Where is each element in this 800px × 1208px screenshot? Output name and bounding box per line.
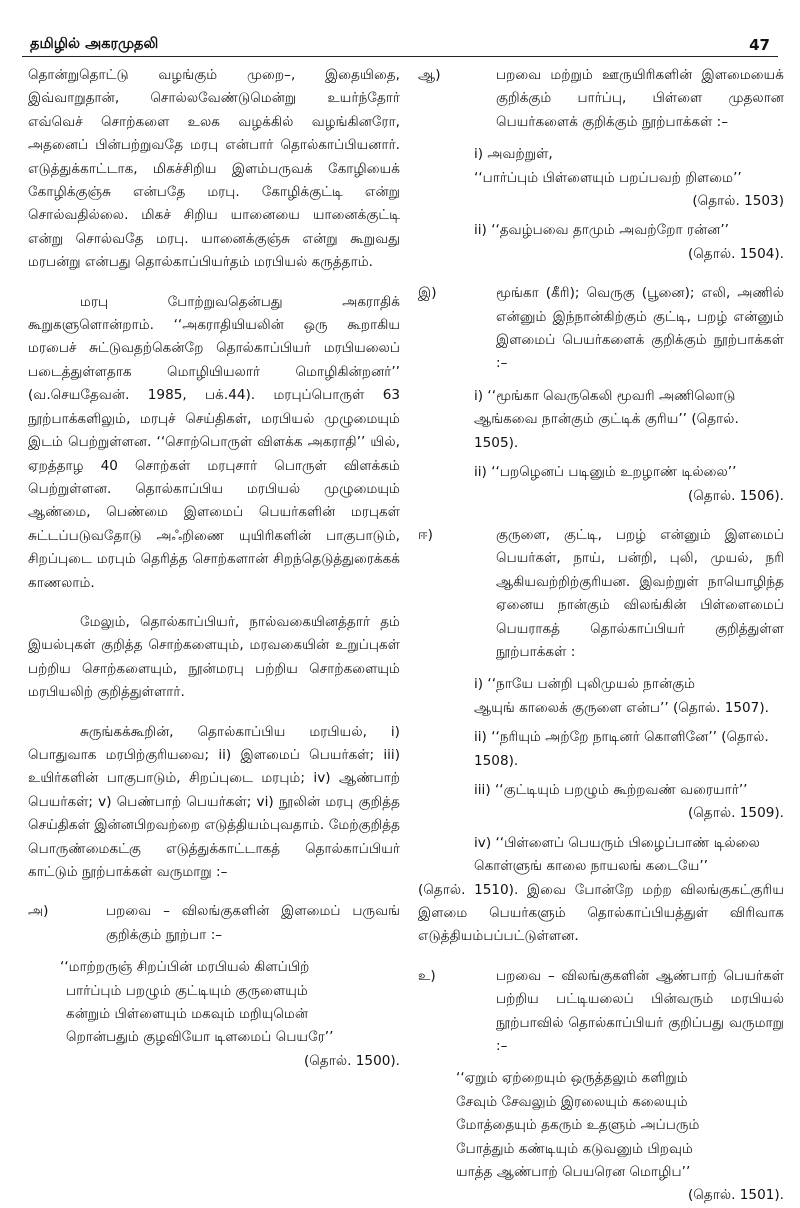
- quote-text: ஆயுங் காலைக் குருளை என்ப’’: [474, 699, 669, 716]
- verse-citation: (தொல். 1501).: [688, 1187, 784, 1204]
- list-item-text: பறவை – விலங்குகளின் இளமைப் பருவங் குறிக்கும் நூற்பா :–: [106, 903, 400, 943]
- quote-line: ‘‘பார்ப்பும் பிள்ளையும் பறப்பவற் றிளமை’’: [474, 169, 742, 186]
- list-marker: அ): [28, 903, 49, 920]
- quote-line: [474, 726, 784, 773]
- list-marker: உ): [418, 967, 436, 984]
- list-item-text: பறவை – விலங்குகளின் ஆண்பாற் பெயர்கள் பற்றிய பட்டியலைப் பின்வரும் மரபியல் நூற்பாவில் தொல்காப்பியர் குறிப்பது வருமாறு :–: [496, 967, 784, 1055]
- quote-number: ii): [474, 222, 487, 239]
- quote-line: [474, 697, 784, 720]
- verse-line: சேவும் சேவலும் இரலையும் கலையும்: [456, 1093, 688, 1110]
- paragraph-tradition-definition: தொன்றுதொட்டு வழங்கும் முறை–, இதையிதை, இவ்வாறுதான், சொல்லவேண்டுமென்று உயர்ந்தோர் எவ்வெச் சொற்களை உலக வழக்கில் வழங்கினரோ, அதனைப் பின்பற்றுவதே மரபு என்பார் தொல்காப்பியனார். எடுத்துக்காட்டாக, மிகச்சிறிய இளம்பருவக் கோழியைக் கோழிக்குஞ்சு என்பதே மரபு. கோழிக்குட்டி என்று சொல்வதில்லை. மிகச் சிறிய யானையை யானைக்குட்டி என்று சொல்வதே மரபு. யானைக்குஞ்சு என்று கூறுவது மரபன்று என்பது தொல்காப்பியர்தம் மரபியல் கருத்தாம்.: [28, 67, 400, 271]
- quote-number: i): [474, 387, 484, 404]
- quote-number: ii): [474, 729, 487, 746]
- list-item-text: குருளை, குட்டி, பறழ் என்னும் இளமைப் பெயர்கள், நாய், பன்றி, புலி, முயல், நரி ஆகியவற்றிற்குரியன. இவற்றுள் நாயொழிந்த ஏனைய நான்கும் விலங்கின் பிள்ளைமைப் பெயராகத் தொல்காப்பியர் குறித்துள்ள நூற்பாக்கள் :: [496, 526, 784, 660]
- page-number: 47: [749, 36, 770, 54]
- list-item-text: பறவை மற்றும் ஊருயிரிகளின் இளமையைக் குறிக்கும் பார்ப்பு, பிள்ளை முதலான பெயர்களைக் குறிக்கும் நூற்பாக்கள் :–: [496, 67, 784, 130]
- quote-line: [474, 461, 784, 484]
- quote-citation: (தொல். 1506).: [688, 487, 784, 504]
- header-rule: [22, 56, 778, 57]
- quote-block: [418, 385, 784, 508]
- verse-line: மோத்தையும் தகரும் உதளும் அப்பரும்: [456, 1117, 700, 1134]
- quote-citation: (தொல். 1507).: [672, 699, 769, 716]
- paragraph-summary: சுருங்கக்கூறின், தொல்காப்பிய மரபியல், i) பொதுவாக மரபிற்குரியவை; ii) இளமைப் பெயர்கள்; iii) உயிர்களின் பாகுபாடும், சிறப்புடை மரபும்; iv) ஆண்பாற் பெயர்கள்; v) பெண்பாற் பெயர்கள்; vi) நூலின் மரபு குறித்த செய்திகள் இன்னபிறவற்றை எடுத்தியம்புவதாம். மேற்குறித்த பொருண்மைகட்கு எடுத்துக்காட்டாகத் தொல்காப்பியர் காட்டும் நூற்பாக்கள் வருமாறு :–: [28, 723, 400, 880]
- quote-number: ii): [474, 464, 487, 481]
- verse-line: றொன்பதும் குழவியோ டிளமைப் பெயரே’’: [66, 1029, 334, 1046]
- verse-line: கன்றும் பிள்ளையும் மகவும் மறியுமென்: [66, 1006, 309, 1023]
- quote-block: [418, 143, 784, 266]
- quote-citation: (தொல். 1505).: [474, 411, 739, 451]
- quote-line: [474, 219, 784, 242]
- list-marker: இ): [418, 285, 437, 302]
- verse-citation: (தொல். 1500).: [304, 1052, 400, 1069]
- quote-line: [474, 408, 784, 455]
- quote-citation: (தொல். 1509).: [688, 805, 784, 822]
- paragraph-further: மேலும், தொல்காப்பியர், நால்வகையினத்தார் தம் இயல்புகள் குறித்த சொற்களையும், மரவகையின் உறுப்புகள் பற்றிய சொற்களையும், நூன்மரபு பற்றிய சொற்களையும் மரபியலிற் குறித்துள்ளார்.: [28, 613, 400, 701]
- paragraph-tradition-lexicon: மரபு போற்றுவதென்பது அகராதிக் கூறுகளுளொன்றாம். ‘‘அகராதியியலின் ஒரு கூறாகிய மரபைச் சுட்டுவதற்கென்றே தொல்காப்பியர் மரபியலைப் படைத்துள்ளதாக மொழியியலார் மொழிகின்றனர்’’ (வ.செயதேவன். 1985, பக்.44). மரபுப்பொருள் 63 நூற்பாக்களிலும், மரபுச் செய்திகள், மரபியல் முழுமையும் இடம் பெற்றுள்ளன. ‘‘சொற்பொருள் விளக்க அகராதி’’ யில், ஏறத்தாழ 40 சொற்கள் மரபுசார் பொருள் விளக்கம் பெற்றுள்ளன. தொல்காப்பிய மரபியல் முழுமையும் ஆண்மை, பெண்மை இளமைப் பெயர்களின் மரபுகள் சுட்டப்படுவதோடு அஃறிணை யுயிரிகளின் பாகுபாடும், சிறப்புடை மரபும் தெரித்த சொற்களான் சிறந்தெடுத்துரைக்கக் காணலாம்.: [28, 293, 400, 591]
- quote-line: [474, 385, 784, 408]
- verse-line: ‘‘மாற்றருஞ் சிறப்பின் மரபியல் கிளப்பிற்: [60, 959, 310, 976]
- quote-block: [418, 673, 784, 878]
- quote-text: ‘‘குட்டியும் பறழும் கூற்றவண் வரையார்’’: [494, 781, 748, 798]
- quote-citation: (தொல். 1508).: [474, 729, 769, 769]
- quote-text: ஆங்கவை நான்கும் குட்டிக் குரிய’’: [474, 411, 687, 428]
- quote-text: ‘‘நரியும் அற்றே நாடினர் கொளினே’’: [491, 729, 717, 746]
- left-column: [28, 64, 400, 1076]
- quote-line: [474, 143, 784, 166]
- quote-number: iv): [474, 834, 492, 851]
- quote-line: [474, 779, 784, 802]
- list-item-a: [28, 900, 400, 947]
- quote-line: [474, 673, 784, 696]
- list-marker: ஆ): [418, 67, 441, 83]
- quote-text: ‘‘மூங்கா வெருகெலி மூவரி அணிலொடு: [487, 387, 736, 404]
- verse-block: [418, 1067, 784, 1207]
- verse-line: பார்ப்பும் பறழும் குட்டியும் குருளையும்: [66, 982, 308, 999]
- quote-text: ‘‘பறழெனப் படினும் உறழாண் டில்லை’’: [491, 464, 737, 481]
- quote-citation: (தொல். 1503): [692, 193, 784, 210]
- quote-text: ‘‘நாயே பன்றி புலிமுயல் நான்கும்: [487, 676, 696, 693]
- paragraph-after-quotes: (தொல். 1510). இவை போன்றே மற்ற விலங்குகட்குரிய இளமை பெயர்களும் தொல்காப்பியத்துள் விரிவாக எடுத்தியம்பப்பட்டுள்ளன.: [418, 881, 784, 945]
- quote-number: i): [474, 146, 484, 163]
- list-item-aa: [418, 64, 784, 134]
- verse-line: போத்தும் கண்டியும் கடுவனும் பிறவும்: [456, 1140, 693, 1157]
- running-title: தமிழில் அகரமுதலி: [30, 36, 159, 52]
- verse-line: யாத்த ஆண்பாற் பெயரென மொழிப’’: [456, 1164, 691, 1181]
- list-item-i: [418, 282, 784, 376]
- list-item-text: மூங்கா (கீரி); வெருகு (பூனை); எலி, அணில் என்னும் இந்நான்கிற்கும் குட்டி, பறழ் என்னும் இளமைப் பெயர்களைக் குறிக்கும் நூற்பாக்கள் :–: [496, 285, 784, 372]
- list-marker: ஈ): [418, 526, 433, 543]
- quote-number: i): [474, 676, 484, 693]
- quote-citation: (தொல். 1504).: [688, 245, 784, 262]
- quote-text: அவற்றுள்,: [487, 146, 553, 163]
- right-column: [418, 64, 784, 1204]
- quote-number: iii): [474, 781, 491, 798]
- page-header: [22, 0, 778, 58]
- list-item-ii: [418, 524, 784, 664]
- list-item-u: [418, 965, 784, 1059]
- quote-text: ‘‘பிள்ளைப் பெயரும் பிழைப்பாண் டில்லை: [495, 834, 760, 851]
- quote-line: கொள்ளுங் காலை நாயலங் கடையே’’: [474, 858, 708, 875]
- quote-text: ‘‘தவழ்பவை தாமும் அவற்றோ ரன்ன’’: [491, 222, 729, 239]
- verse-line: ‘‘ஏறும் ஏற்றையும் ஒருத்தலும் களிறும்: [456, 1070, 688, 1087]
- verse-block: [28, 956, 400, 1073]
- quote-line: [474, 832, 784, 855]
